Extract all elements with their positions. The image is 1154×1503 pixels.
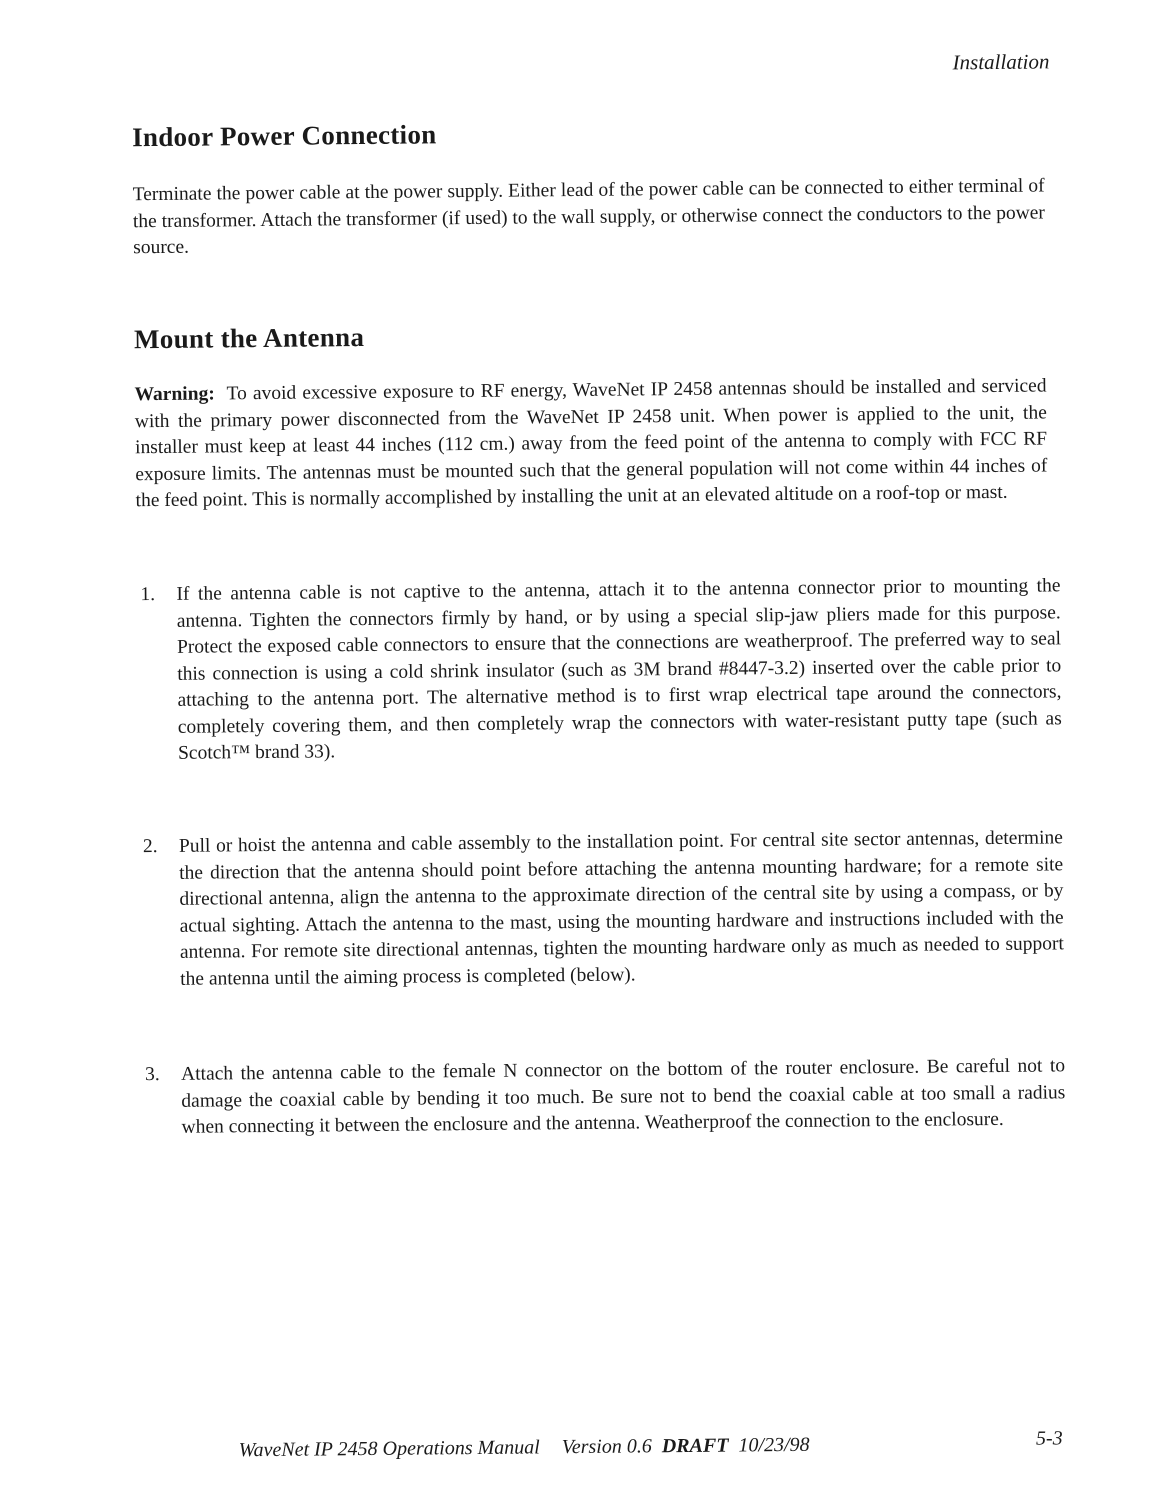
heading-mount-the-antenna: Mount the Antenna xyxy=(133,322,365,355)
step-number: 3. xyxy=(145,1064,160,1086)
list-item-step-2 xyxy=(143,825,1064,993)
step-text: If the antenna cable is not captive to the antenna, attach it to the antenna connector prior to mounting the antenna. Tighten the connectors firmly by hand, or by using a special slip-jaw pliers made for this purpose. Protect the exposed cable connectors to ensure that the connections are weatherproof. The preferred way to seal this connection is using a cold shrink insulator (such as 3M brand #8447-3.2) inserted over the cable prior to attaching to the antenna port. The alternative method is to first wrap electrical tape around the connectors, completely covering them, and then completely wrap the connectors with water-resistant putty tape (such as Scotch™ brand 33). xyxy=(176,575,1062,764)
warning-label: Warning: xyxy=(134,383,215,406)
step-number: 1. xyxy=(140,584,156,606)
step-number: 2. xyxy=(142,836,158,858)
list-item-step-3 xyxy=(145,1053,1066,1141)
step-list-3 xyxy=(145,1053,1066,1141)
paragraph-power-connection: Terminate the power cable at the power supply. Either lead of the power cable can be connected to either terminal of the transformer. Attach the transformer (if used) to the wall supply, or otherwise connect the conductors to the power source. xyxy=(132,175,1045,259)
footer-draft: DRAFT xyxy=(661,1434,729,1458)
page-footer xyxy=(239,1434,810,1462)
step-text: Attach the antenna cable to the female N connector on the bottom of the router enclosure. Be careful not to damage the coaxial cable by bending it too much. Be sure not to bend the coaxial cable at too small a radius when connecting it between the enclosure and the antenna. Weatherproof the connection to the enclosure. xyxy=(181,1055,1066,1138)
running-header: Installation xyxy=(952,49,1050,75)
heading-indoor-power-connection: Indoor Power Connection xyxy=(131,119,437,153)
footer-manual-title: WaveNet IP 2458 Operations Manual xyxy=(238,1436,540,1462)
step-text: Pull or hoist the antenna and cable assembly to the installation point. For central site sector antennas, determine the direction that the antenna should point before attaching the antenna mounting hardware; for a remote site directional antenna, align the antenna to the approximate direction of the central site by using a compass, or by actual sighting. Attach the antenna to the mast, using the mounting hardware and instructions included with the antenna. For remote site directional antennas, tighten the mounting hardware only as much as needed to support the antenna until the aiming process is completed (below). xyxy=(178,827,1064,990)
step-list-2 xyxy=(143,825,1064,993)
list-item-step-1 xyxy=(140,573,1062,767)
footer-date: 10/23/98 xyxy=(738,1433,810,1457)
paragraph-warning xyxy=(134,373,1047,514)
page-number: 5-3 xyxy=(1035,1427,1063,1450)
step-list-1 xyxy=(140,573,1062,767)
footer-version: Version 0.6 xyxy=(561,1435,652,1459)
warning-text: To avoid excessive exposure to RF energy, WaveNet IP 2458 antennas should be installed and serviced with the primary power disconnected from the WaveNet IP 2458 unit. When power is applied to the unit, the installer must keep at least 44 inches (112 cm.) away from the feed point of the antenna to comply with FCC RF exposure limits. The antennas must be mounted such that the general population will not come within 44 inches of the feed point. This is normally accomplished by installing the unit at an elevated altitude on a roof-top or mast. xyxy=(134,375,1048,512)
